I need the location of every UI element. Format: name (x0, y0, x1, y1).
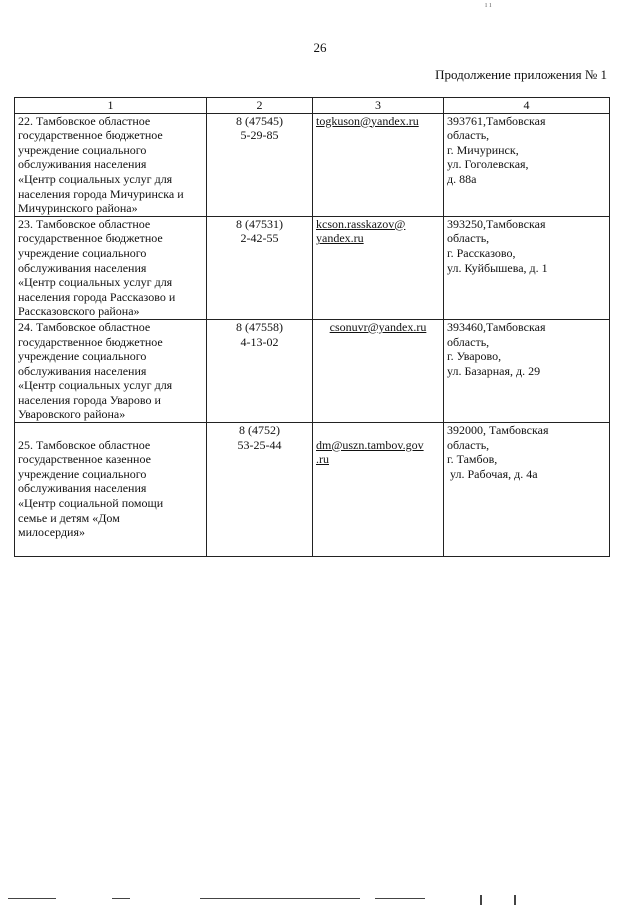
table-row (15, 216, 610, 319)
institution-name-line: «Центр социальных услуг для (18, 171, 173, 186)
phone-code: 8 (4752) (239, 423, 280, 438)
column-number: 2 (207, 98, 313, 114)
institution-name-cell (15, 423, 207, 557)
phone-number: 53-25-44 (237, 437, 282, 452)
address-line: г. Тамбов, (447, 452, 498, 467)
address-cell (444, 216, 610, 319)
email-cell (313, 113, 444, 216)
institution-name-line: Мичуринского района» (18, 201, 138, 216)
institution-name-cell (15, 216, 207, 319)
address-line: 393761,Тамбовская (447, 113, 546, 128)
email-link[interactable]: kcson.rasskazov@ (316, 216, 406, 231)
phone-cell (207, 423, 313, 557)
institution-name-line: учреждение социального (18, 349, 147, 364)
scan-edge-marks (0, 893, 640, 905)
email-link[interactable]: togkuson@yandex.ru (316, 113, 419, 128)
institution-name-line: государственное бюджетное (18, 334, 163, 349)
institution-name-line: «Центр социальных услуг для (18, 378, 173, 393)
institution-name-line: населения города Мичуринска и (18, 186, 184, 201)
column-number: 3 (313, 98, 444, 114)
phone-number: 2-42-55 (240, 231, 279, 246)
phone-number: 4-13-02 (240, 334, 279, 349)
institution-name-line: государственное казенное (18, 452, 151, 467)
cell-spacer (18, 423, 203, 438)
appendix-continuation-note: Продолжение приложения № 1 (435, 67, 607, 82)
cell-spacer (316, 423, 440, 438)
phone-cell (207, 113, 313, 216)
email-cell (313, 216, 444, 319)
address-line: ул. Куйбышева, д. 1 (447, 260, 548, 275)
address-line: область, (447, 334, 490, 349)
phone-cell (207, 216, 313, 319)
address-line: г. Рассказово, (447, 245, 516, 260)
institution-name-line: «Центр социальной помощи (18, 496, 164, 511)
address-line: ул. Рабочая, д. 4а (447, 466, 538, 481)
institution-name-line: «Центр социальных услуг для (18, 275, 173, 290)
table-row (15, 319, 610, 422)
institution-name-line: 24. Тамбовское областное (18, 319, 151, 334)
address-line: ул. Гоголевская, (447, 157, 529, 172)
institution-name-line: семье и детям «Дом (18, 510, 120, 525)
email-link[interactable]: yandex.ru (316, 231, 364, 246)
address-line: г. Уварово, (447, 349, 502, 364)
institution-name-line: обслуживания населения (18, 363, 147, 378)
table-row (15, 113, 610, 216)
institution-name-cell (15, 319, 207, 422)
institution-name-cell (15, 113, 207, 216)
institution-name-line: Рассказовского района» (18, 304, 140, 319)
institution-name-line: Уваровского района» (18, 407, 126, 422)
address-line: д. 88а (447, 171, 477, 186)
phone-code: 8 (47531) (236, 216, 283, 231)
institution-name-line: обслуживания населения (18, 260, 147, 275)
address-line: область, (447, 437, 490, 452)
institution-name-line: учреждение социального (18, 142, 147, 157)
email-cell (313, 319, 444, 422)
page-number: 26 (313, 40, 327, 55)
address-cell (444, 319, 610, 422)
column-number-row (15, 98, 610, 114)
scan-corner-mark: ı ı (485, 0, 492, 9)
table-row (15, 423, 610, 557)
address-line: область, (447, 231, 490, 246)
institution-name-line: обслуживания населения (18, 481, 147, 496)
institution-name-line: государственное бюджетное (18, 128, 163, 143)
address-line: область, (447, 128, 490, 143)
email-link[interactable]: csonuvr@yandex.ru (329, 319, 427, 334)
institution-name-line: 25. Тамбовское областное (18, 437, 151, 452)
address-line: 392000, Тамбовская (447, 423, 549, 438)
address-cell (444, 423, 610, 557)
institution-name-line: населения города Уварово и (18, 392, 161, 407)
phone-number: 5-29-85 (240, 128, 279, 143)
institution-name-line: милосердия» (18, 525, 85, 540)
institution-name-line: 22. Тамбовское областное (18, 113, 151, 128)
address-line: 393250,Тамбовская (447, 216, 546, 231)
phone-code: 8 (47558) (236, 319, 283, 334)
institution-name-line: учреждение социального (18, 466, 147, 481)
email-cell (313, 423, 444, 557)
email-link[interactable]: dm@uszn.tambov.gov (316, 437, 424, 452)
institution-name-line: обслуживания населения (18, 157, 147, 172)
column-number: 1 (15, 98, 207, 114)
institution-name-line: государственное бюджетное (18, 231, 163, 246)
email-link[interactable]: .ru (316, 452, 329, 467)
address-line: 393460,Тамбовская (447, 319, 546, 334)
address-line: г. Мичуринск, (447, 142, 519, 157)
institution-name-line: населения города Рассказово и (18, 289, 176, 304)
institutions-table (14, 97, 610, 557)
phone-code: 8 (47545) (236, 113, 283, 128)
institution-name-line: учреждение социального (18, 245, 147, 260)
column-number: 4 (444, 98, 610, 114)
phone-cell (207, 319, 313, 422)
address-line: ул. Базарная, д. 29 (447, 363, 541, 378)
address-cell (444, 113, 610, 216)
institution-name-line: 23. Тамбовское областное (18, 216, 151, 231)
